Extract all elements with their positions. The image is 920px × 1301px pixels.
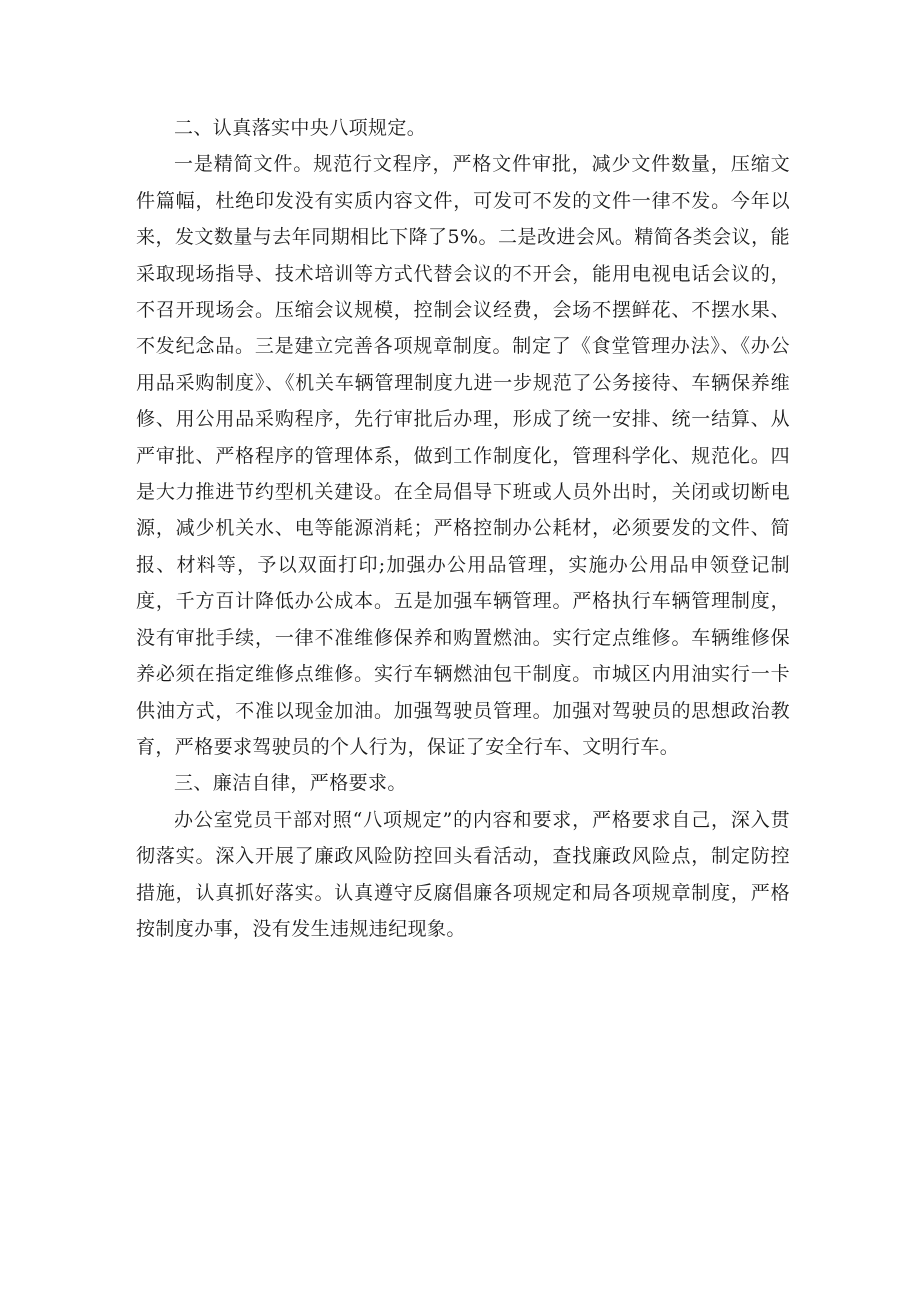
section-three-heading: 三、廉洁自律，严格要求。 bbox=[174, 772, 407, 795]
section-three-body: 办公室党员干部对照“八项规定”的内容和要求，严格要求自己，深入贯彻落实。深入开展了廉政风险防控回头看活动，查找廉政风险点，制定防控措施，认真抓好落实。认真遵守反腐倡廉各项规定和局各项规章制度，严格按制度办事，没有发生违规违纪现象。 bbox=[136, 808, 790, 940]
section-two-body: 一是精简文件。规范行文程序，严格文件审批，减少文件数量，压缩文件篇幅，杜绝印发没有实质内容文件，可发可不发的文件一律不发。今年以来，发文数量与去年同期相比下降了5%。二是改进会风。精简各类会议，能采取现场指导、技术培训等方式代替会议的不开会，能用电视电话会议的，不召开现场会。压缩会议规模，控制会议经费，会场不摆鲜花、不摆水果、不发纪念品。三是建立完善各项规章制度。制定了《食堂管理办法》、《办公用品采购制度》、《机关车辆管理制度九进一步规范了公务接待、车辆保养维修、用公用品采购程序，先行审批后办理，形成了统一安排、统一结算、从严审批、严格程序的管理体系，做到工作制度化，管理科学化、规范化。四是大力推进节约型机关建设。在全局倡导下班或人员外出时，关闭或切断电源，减少机关水、电等能源消耗；严格控制办公耗材，必须要发的文件、简报、材料等，予以双面打印;加强办公用品管理，实施办公用品申领登记制度，千方百计降低办公成本。五是加强车辆管理。严格执行车辆管理制度，没有审批手续，一律不准维修保养和购置燃油。实行定点维修。车辆维修保养必须在指定维修点维修。实行车辆燃油包干制度。市城区内用油实行一卡供油方式，不准以现金加油。加强驾驶员管理。加强对驾驶员的思想政治教育，严格要求驾驶员的个人行为，保证了安全行车、文明行车。 bbox=[136, 153, 790, 758]
section-two-heading: 二、认真落实中央八项规定。 bbox=[174, 117, 427, 139]
document-body bbox=[136, 110, 790, 947]
